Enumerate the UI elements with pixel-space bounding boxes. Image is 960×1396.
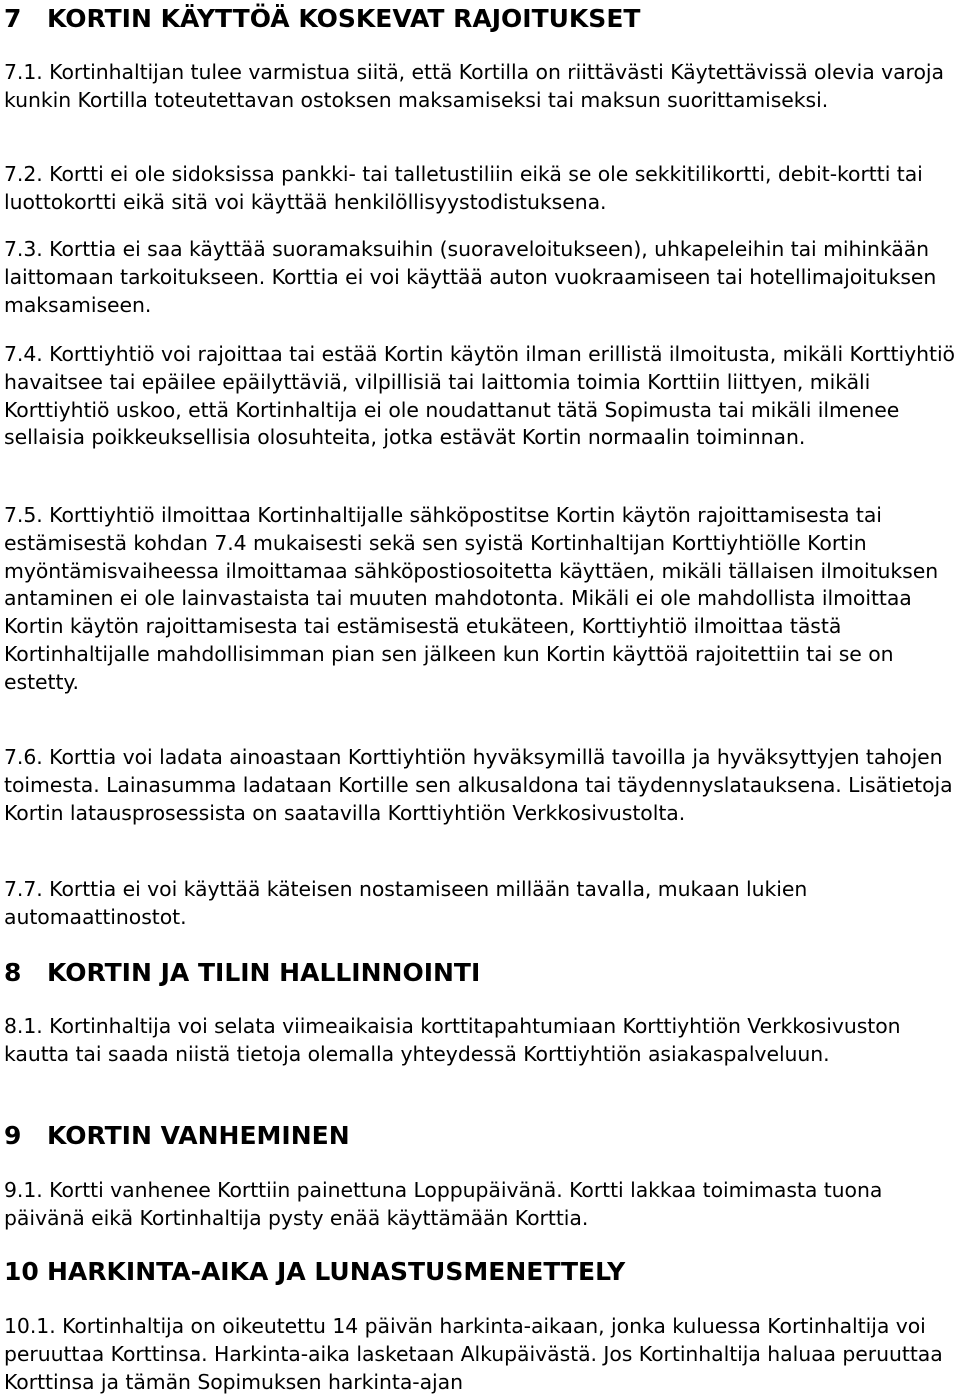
section-10-heading [4, 1257, 625, 1287]
paragraph-8-1: 8.1. Kortinhaltija voi selata viimeaikaisia korttitapahtumiaan Korttiyhtiön Verkkosivuston kautta tai saada niistä tietoja olemalla yhteydessä Korttiyhtiön asiakaspalveluun. [4, 1014, 901, 1066]
paragraph-7-6: 7.6. Korttia voi ladata ainoastaan Korttiyhtiön hyväksymillä tavoilla ja hyväksyttyjen tahojen toimesta. Lainasumma ladataan Kortille sen alkusaldona tai täydennyslatauksena. Lisätietoja Kortin latausprosessista on saatavilla Korttiyhtiön Verkkosivustolta. [4, 745, 953, 825]
paragraph-7-2: 7.2. Kortti ei ole sidoksissa pankki- tai talletustiliin eikä se ole sekkitilikortti, debit-kortti tai luottokortti eikä sitä voi käyttää henkilöllisyystodistuksena. [4, 162, 923, 214]
section-number: 10 [4, 1257, 39, 1286]
paragraph-7-5: 7.5. Korttiyhtiö ilmoittaa Kortinhaltijalle sähköpostitse Kortin käytön rajoittamisesta tai estämisestä kohdan 7.4 mukaisesti sekä sen syistä Kortinhaltijan Korttiyhtiölle Kortin myöntämisvaiheessa ilmoittamaa sähköpostiosoitetta käyttäen, mikäli tällaisen ilmoituksen antaminen ei ole lainvastaista tai muuten mahdotonta. Mikäli ei ole mahdollista ilmoittaa Kortin käytön rajoittamisesta tai estämisestä etukäteen, Korttiyhtiö ilmoittaa tästä Kortinhaltijalle mahdollisimman pian sen jälkeen kun Kortin käyttöä rajoitettiin tai se on estetty. [4, 503, 939, 694]
section-title: HARKINTA-AIKA JA LUNASTUSMENETTELY [47, 1257, 626, 1286]
paragraph-7-1: 7.1. Kortinhaltijan tulee varmistua siitä, että Kortilla on riittävästi Käytettävissä olevia varoja kunkin Kortilla toteutettavan ostoksen maksamiseksi tai maksun suorittamiseksi. [4, 60, 944, 112]
paragraph-7-7: 7.7. Korttia ei voi käyttää käteisen nostamiseen millään tavalla, mukaan lukien automaattinostot. [4, 877, 808, 929]
section-title: KORTIN JA TILIN HALLINNOINTI [47, 958, 481, 987]
section-8-heading [4, 958, 480, 988]
section-number: 7 [4, 4, 22, 33]
section-9-heading [4, 1121, 350, 1151]
section-number: 8 [4, 958, 22, 987]
section-title: KORTIN VANHEMINEN [47, 1121, 350, 1150]
section-number: 9 [4, 1121, 22, 1150]
paragraph-7-3: 7.3. Korttia ei saa käyttää suoramaksuihin (suoraveloitukseen), uhkapeleihin tai mihinkään laittomaan tarkoitukseen. Korttia ei voi käyttää auton vuokraamiseen tai hotellimajoituksen maksamiseen. [4, 237, 937, 317]
paragraph-9-1: 9.1. Kortti vanhenee Korttiin painettuna Loppupäivänä. Kortti lakkaa toimimasta tuona päivänä eikä Kortinhaltija pysty enää käyttämään Korttia. [4, 1178, 883, 1230]
paragraph-10-1: 10.1. Kortinhaltija on oikeutettu 14 päivän harkinta-aikaan, jonka kuluessa Kortinhaltija voi peruuttaa Korttinsa. Harkinta-aika lasketaan Alkupäivästä. Jos Kortinhaltija haluaa peruuttaa Korttinsa ja tämän Sopimuksen harkinta-ajan [4, 1314, 943, 1394]
section-title: KORTIN KÄYTTÖÄ KOSKEVAT RAJOITUKSET [47, 4, 641, 33]
paragraph-7-4: 7.4. Korttiyhtiö voi rajoittaa tai estää Kortin käytön ilman erillistä ilmoitusta, mikäli Korttiyhtiö havaitsee tai epäilee epäilyttäviä, vilpillisiä tai laittomia toimia Korttiin liittyen, mikäli Korttiyhtiö uskoo, että Kortinhaltija ei ole noudattanut tätä Sopimusta tai mikäli ilmenee sellaisia poikkeuksellisia olosuhteita, jotka estävät Kortin normaalin toiminnan. [4, 342, 955, 450]
section-7-heading [4, 4, 640, 34]
